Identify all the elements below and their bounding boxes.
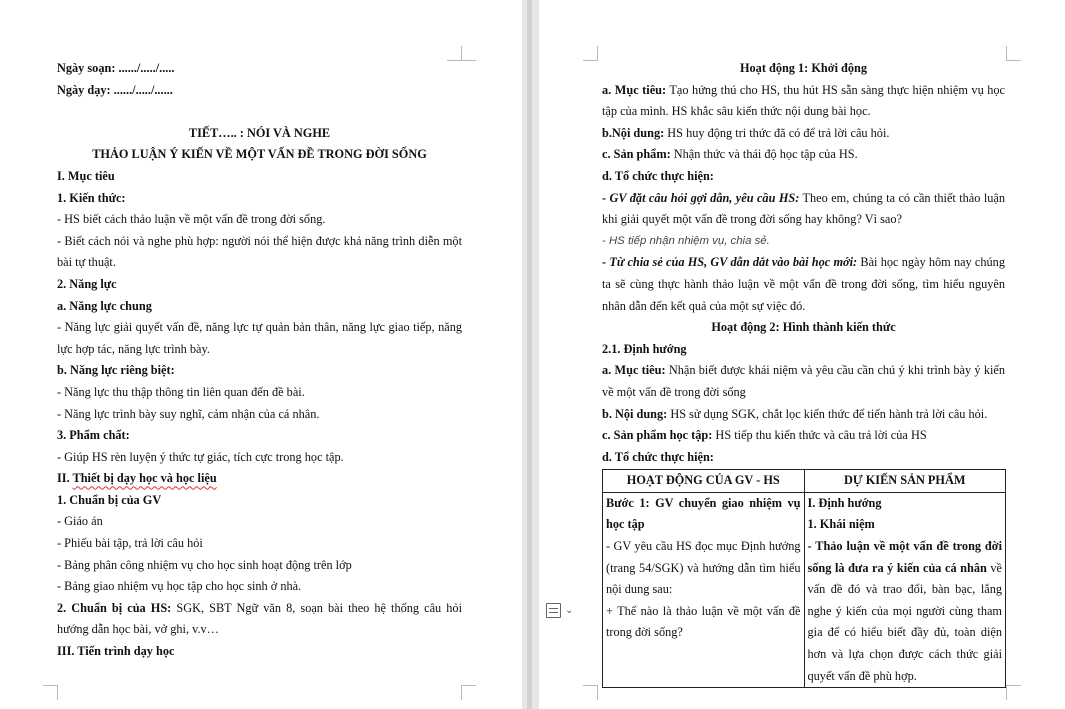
teacher-prep-4: - Bảng giao nhiệm vụ học tập cho học sinh ở nhà. <box>57 579 302 594</box>
activity2-content-text: HS sử dụng SGK, chắt lọc kiến thức để tiến hành trả lời câu hỏi. <box>667 406 988 421</box>
heading-competence: 2. Năng lực <box>57 276 117 291</box>
activity1-objective <box>602 80 1005 123</box>
activity1-product-text: Nhận thức và thái độ học tập của HS. <box>670 147 858 162</box>
activity1-content <box>602 123 1005 145</box>
table-row <box>603 492 1006 687</box>
teacher-question <box>602 188 1005 231</box>
activity2-content-label: b. Nội dung: <box>602 406 668 421</box>
table-header-teacher-student: HOẠT ĐỘNG CỦA GV - HS <box>603 470 805 493</box>
activity-table[interactable] <box>602 469 1006 688</box>
date-prepared: Ngày soạn: ....../...../..... <box>57 61 175 75</box>
qualities-text: - Giúp HS rèn luyện ý thức tự giác, tích cực trong học tập. <box>57 449 344 464</box>
teacher-lead-in-text: Bài học ngày hôm nay chúng ta sẽ cùng thực hành thảo luận về một vấn đề trong đời sống, tìm hiểu nguyên nhân dẫn đến kết quả của một sự việc đó. <box>602 255 1005 313</box>
activity1-content-label: b.Nội dung: <box>602 125 665 140</box>
student-prep <box>57 598 462 641</box>
lesson-title: THẢO LUẬN Ý KIẾN VỀ MỘT VẤN ĐỀ TRONG ĐỜI SỐNG <box>92 147 427 162</box>
teacher-lead-in <box>602 252 1005 317</box>
teacher-question-label: - GV đặt câu hỏi gợi dẫn, yêu cầu HS: <box>602 190 800 205</box>
table-header-expected-product: DỰ KIẾN SẢN PHẨM <box>804 470 1006 493</box>
specific-competence-2: - Năng lực trình bày suy nghĩ, cảm nhận của cá nhân. <box>57 406 320 421</box>
activity1-product-label: c. Sản phẩm: <box>602 147 671 162</box>
activity1-content-text: HS huy động tri thức đã có để trả lời câu hỏi. <box>664 125 890 140</box>
heading-equipment-prefix: II. <box>57 471 73 486</box>
margin-mark-top-right-outer <box>461 46 476 61</box>
chevron-down-icon: ⌄ <box>565 604 574 616</box>
table-cell-activity[interactable] <box>603 492 805 687</box>
activity2-objective <box>602 360 1005 403</box>
heading-activity-1: Hoạt động 1: Khởi động <box>739 61 868 75</box>
student-prep-label: 2. Chuẩn bị của HS: <box>57 600 172 615</box>
heading-process: III. Tiến trình dạy học <box>57 644 175 659</box>
activity1-objective-label: a. Mục tiêu: <box>602 82 667 97</box>
table-header-row <box>603 470 1006 493</box>
specific-competence-1: - Năng lực thu thập thông tin liên quan đến đề bài. <box>57 384 305 399</box>
knowledge-item-2: - Biết cách nói và nghe phù hợp: người nói thể hiện được khả năng trình diễn một bài tự thuật. <box>57 233 462 270</box>
margin-mark-top-right <box>1006 46 1021 61</box>
lesson-number: TIẾT….. : NÓI VÀ NGHE <box>188 125 331 140</box>
heading-orientation: 2.1. Định hướng <box>602 341 687 356</box>
teacher-lead-in-label: - Từ chia sẻ của HS, GV dẫn dắt vào bài học mới: <box>602 255 858 270</box>
student-prep-text: SGK, SBT Ngữ văn 8, soạn bài theo hệ thống câu hỏi hướng dẫn học bài, vở ghi, v.v… <box>57 600 462 637</box>
step-1-heading: Bước 1: GV chuyển giao nhiệm vụ học tập <box>606 495 801 532</box>
heading-specific-competence: b. Năng lực riêng biệt: <box>57 363 175 378</box>
heading-equipment <box>57 468 462 490</box>
student-receive-task: - HS tiếp nhận nhiệm vụ, chia sẻ. <box>602 234 770 247</box>
heading-knowledge: 1. Kiến thức: <box>57 190 126 205</box>
heading-objectives: I. Mục tiêu <box>57 168 115 183</box>
product-definition-bold: - Thảo luận về một vấn đề trong đời sống là đưa ra ý kiến của cá nhân <box>807 539 1002 575</box>
product-definition-text: về vấn đề đó và trao đổi, bàn bạc, lắng nghe ý kiến của mọi người cùng tham gia để có hiểu biết đầy đủ, toàn diện hơn và lựa chọn được cách thức giải quyết vấn đề phù hợp. <box>807 560 1002 683</box>
activity1-organization: d. Tổ chức thực hiện: <box>602 168 714 183</box>
knowledge-item-1: - HS biết cách thảo luận về một vấn đề trong đời sống. <box>57 212 326 227</box>
activity2-organization: d. Tổ chức thực hiện: <box>602 449 714 464</box>
margin-mark-bottom-right <box>1006 685 1021 700</box>
activity2-product-label: c. Sản phẩm học tập: <box>602 428 713 443</box>
product-heading: I. Định hướng <box>807 495 882 510</box>
teacher-prep-1: - Giáo án <box>57 514 103 529</box>
activity2-objective-label: a. Mục tiêu: <box>602 363 666 378</box>
margin-mark-bottom-left <box>583 685 598 700</box>
activity2-content <box>602 404 1005 426</box>
teacher-prep-3: - Bảng phân công nhiệm vụ cho học sinh hoạt động trên lớp <box>57 557 352 572</box>
teacher-question-text: Theo em, chúng ta có cần thiết thảo luận khi giải quyết một vấn đề trong đời sống hay không? Vì sao? <box>602 190 1005 227</box>
activity1-objective-text: Tạo hứng thú cho HS, thu hút HS sẵn sàng thực hiện nhiệm vụ học tập của mình. HS khắc sâu kiến thức nội dung bài học. <box>602 82 1005 119</box>
activity2-product <box>602 425 1005 447</box>
heading-activity-2: Hoạt động 2: Hình thành kiến thức <box>711 320 896 335</box>
activity1-product <box>602 144 1005 166</box>
margin-mark-bottom-right <box>461 685 476 700</box>
heading-teacher-prep: 1. Chuẩn bị của GV <box>57 492 162 507</box>
margin-mark-top-left <box>583 46 598 61</box>
heading-qualities: 3. Phẩm chất: <box>57 428 130 443</box>
product-subheading: 1. Khái niệm <box>807 517 875 532</box>
page-right-body[interactable] <box>602 58 1005 688</box>
document-page-left <box>0 0 522 709</box>
step-1-question: + Thế nào là thảo luận về một vấn đề trong đời sống? <box>606 603 801 640</box>
product-definition <box>808 536 1003 687</box>
activity2-product-text: HS tiếp thu kiến thức và câu trả lời của HS <box>712 428 927 443</box>
activity2-objective-text: Nhận biết được khái niệm và yêu cầu cần chú ý khi trình bày ý kiến về một vấn đề trong đời sống <box>602 363 1006 399</box>
page-divider <box>527 0 532 709</box>
heading-general-competence: a. Năng lực chung <box>57 298 152 313</box>
document-page-right <box>539 0 1065 709</box>
margin-mark-bottom-left <box>43 685 58 700</box>
date-taught: Ngày dạy: ....../...../...... <box>57 82 173 97</box>
layout-options-button[interactable] <box>546 600 586 620</box>
page-left-body[interactable] <box>57 58 462 663</box>
heading-equipment-main: Thiết bị dạy học và học liệu <box>72 471 217 486</box>
step-1-instruction: - GV yêu cầu HS đọc mục Định hướng (trang 54/SGK) và hướng dẫn tìm hiểu nội dung sau: <box>606 539 801 597</box>
general-competence-text: - Năng lực giải quyết vấn đề, năng lực tự quản bản thân, năng lực giao tiếp, năng lực hợp tác, năng lực trình bày. <box>57 320 462 356</box>
table-cell-product[interactable] <box>804 492 1006 687</box>
blank-line <box>57 101 462 123</box>
layout-options-icon <box>546 603 561 618</box>
teacher-prep-2: - Phiếu bài tập, trả lời câu hỏi <box>57 536 203 551</box>
